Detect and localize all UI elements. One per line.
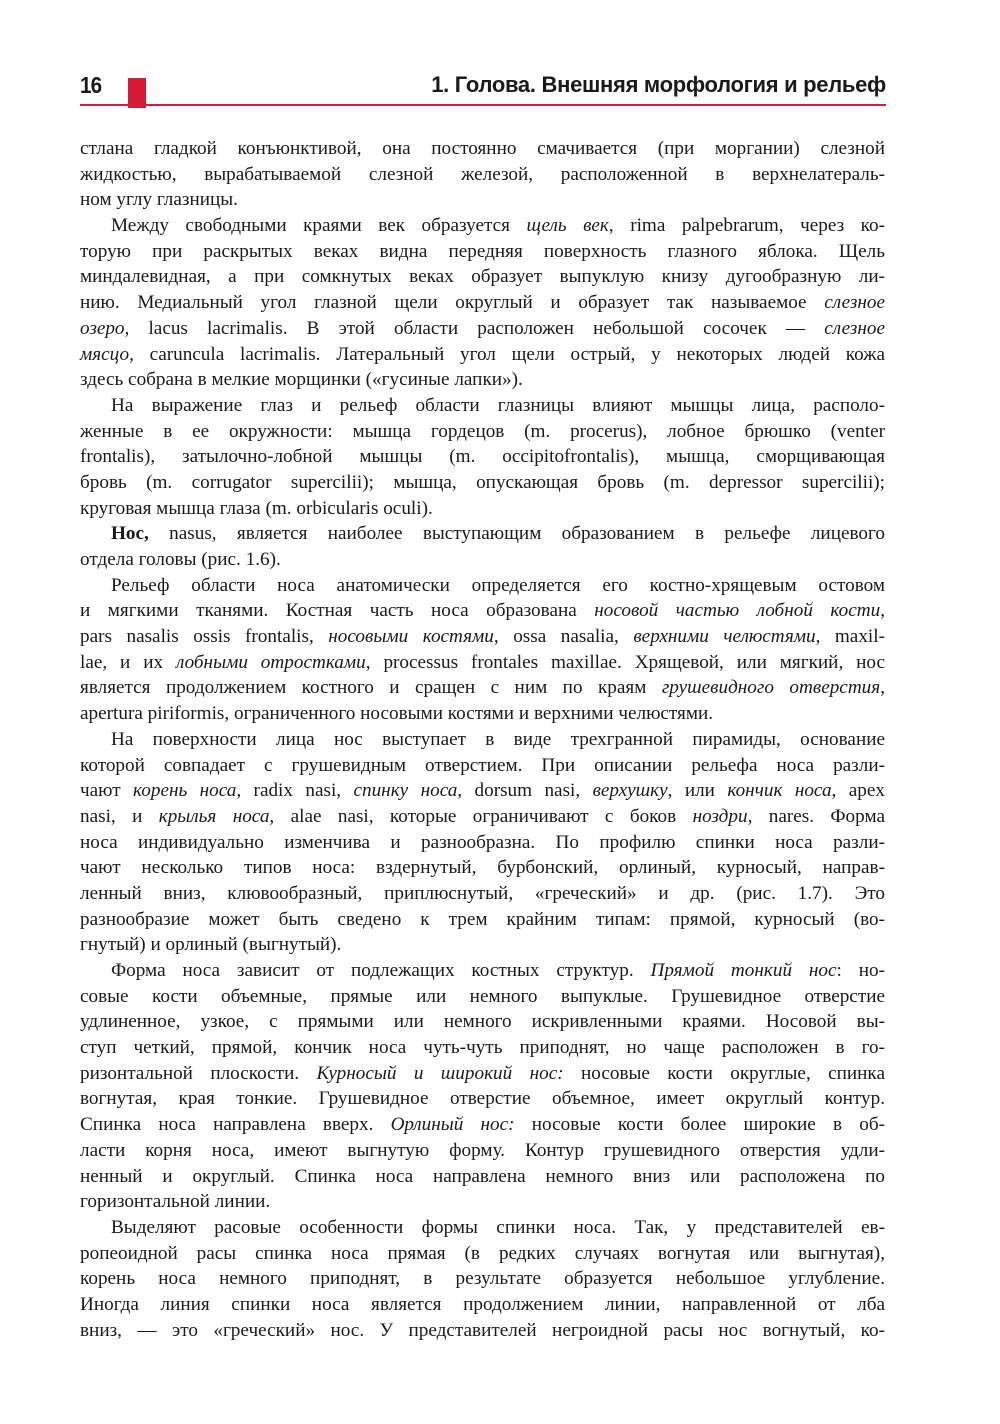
text-run: caruncula lacrimalis. Латеральный угол щели острый, у некоторых людей кожа (133, 343, 885, 365)
text-run: , apex (831, 780, 885, 802)
text-run: корень носа немного приподнят, в результате образуется небольшое углубление. (80, 1268, 885, 1290)
text-line (80, 958, 885, 984)
text-line (80, 855, 885, 881)
text-run: ступ четкий, прямой, кончик носа чуть-чуть приподнят, но чаще расположен в го- (80, 1037, 885, 1059)
text-run: , maxil- (815, 626, 885, 648)
text-line (80, 187, 885, 213)
italic-term: грушевидного отверстия (661, 677, 881, 699)
text-line (80, 136, 885, 162)
text-line (80, 778, 885, 804)
italic-term: мясцо, (80, 343, 134, 365)
text-line (80, 1164, 885, 1190)
text-run: Между свободными краями век образуется (111, 215, 527, 237)
text-run: : но- (836, 960, 885, 981)
text-line (80, 573, 885, 599)
text-run: жидкостью, вырабатываемой слезной железой, расположенной в верхнелатераль- (80, 163, 885, 185)
text-run: носа индивидуально изменчива и разнообразна. По профилю спинки носа разли- (80, 831, 885, 853)
text-run: гнутый) и орлиный (выгнутый). (80, 934, 342, 956)
text-run: ном углу глазницы. (80, 189, 238, 211)
text-line (80, 547, 885, 573)
text-line (80, 675, 885, 701)
header-rule (80, 104, 886, 106)
text-line (80, 496, 885, 522)
italic-term: кончик носа (727, 780, 832, 802)
text-run: миндалевидная, а при сомкнутых веках образует выпуклую книзу дугообразную ли- (80, 266, 885, 288)
text-line (80, 470, 885, 496)
text-run: lae, и их (80, 651, 176, 673)
text-line (80, 727, 885, 753)
text-run: разнообразие может быть сведено к трем крайним типам: прямой, курносый (во- (80, 908, 885, 930)
text-line (80, 1215, 885, 1241)
text-run: , nares. Форма (747, 805, 885, 827)
text-line (80, 701, 885, 727)
italic-term: носовыми костями (328, 626, 494, 648)
italic-term: слезное (824, 292, 885, 314)
text-run: носовые кости более широкие в об- (514, 1114, 885, 1136)
text-run: чают несколько типов носа: вздернутый, бурбонский, орлиный, курносый, направ- (80, 857, 885, 879)
italic-term: Курносый и широкий нос: (316, 1062, 564, 1084)
paragraph (80, 958, 885, 1215)
text-line (80, 239, 885, 265)
text-run: вниз, — это «греческий» нос. У представителей негроидной расы нос вогнутый, ко- (80, 1319, 885, 1341)
text-run: Рельеф области носа анатомически определяется его костно-хрящевым остовом (111, 574, 885, 596)
text-run: ласти корня носа, имеют выгнутую форму. Контур грушевидного отверстия удли- (80, 1139, 885, 1161)
text-run: отдела головы (рис. 1.6). (80, 549, 281, 570)
text-run: Спинка носа направлена вверх. (80, 1114, 391, 1136)
text-run: которой совпадает с грушевидным отверстием. При описании рельефа носа разли- (80, 754, 885, 776)
italic-term: озеро (80, 317, 125, 339)
text-run: , или (667, 780, 728, 802)
text-run: женные в ее окружности: мышца гордецов (m. procerus), лобное брюшко (venter (80, 420, 885, 442)
text-line (80, 984, 885, 1010)
text-run: , (880, 600, 886, 622)
italic-term: Прямой тонкий нос (650, 960, 837, 981)
paragraph (80, 393, 885, 521)
text-line (80, 1112, 885, 1138)
text-run: На поверхности лица нос выступает в виде трехгранной пирамиды, основание (111, 728, 885, 750)
text-line (80, 1061, 885, 1087)
text-line (80, 316, 885, 342)
text-line (80, 1189, 885, 1215)
text-run: alae nasi, которые ограничивают с боков (274, 805, 693, 827)
text-run: нию. Медиальный угол глазной щели округлый и образует так называемое (80, 292, 825, 314)
text-run: и мягкими тканями. Костная часть носа образована (80, 600, 595, 622)
text-run: здесь собрана в мелкие морщинки («гусиные лапки»). (80, 369, 523, 391)
italic-term: верхними челюстями (633, 626, 816, 648)
text-run: , processus frontales maxillae. Хрящевой, или мягкий, нос (365, 651, 885, 673)
bold-term: Нос, (111, 523, 149, 545)
text-line (80, 1318, 885, 1344)
text-run: Форма носа зависит от подлежащих костных структур. (111, 960, 651, 981)
text-run: совые кости объемные, прямые или немного выпуклые. Грушевидное отверстие (80, 985, 885, 1007)
text-line (80, 1086, 885, 1112)
text-line (80, 393, 885, 419)
text-run: чают (80, 780, 134, 802)
paragraph (80, 136, 885, 213)
text-line (80, 444, 885, 470)
text-line (80, 290, 885, 316)
text-line (80, 1035, 885, 1061)
text-line (80, 1266, 885, 1292)
italic-term: Орлиный нос: (390, 1114, 515, 1136)
text-run: nasus, является наиболее выступающим образованием в рельефе лицевого (148, 523, 885, 545)
text-run: , (880, 677, 885, 699)
italic-term: верхушку (592, 780, 668, 802)
text-line (80, 624, 885, 650)
paragraph (80, 1215, 885, 1343)
text-run: frontalis), затылочно-лобной мышцы (m. occipitofrontalis), мышца, сморщивающая (80, 446, 885, 468)
text-run: Выделяют расовые особенности формы спинки носа. Так, у представителей ев- (111, 1216, 885, 1238)
text-line (80, 907, 885, 933)
text-line (80, 419, 885, 445)
text-run: торую при раскрытых веках видна передняя поверхность глазного яблока. Щель (80, 240, 885, 262)
text-run: Иногда линия спинки носа является продолжением линии, направленной от лба (80, 1293, 885, 1315)
text-run: ропеоидной расы спинка носа прямая (в редких случаях вогнутая или выгнутая), (80, 1242, 885, 1264)
text-line (80, 1009, 885, 1035)
italic-term: слезное (824, 317, 885, 339)
page-number: 16 (80, 72, 102, 98)
text-run: ризонтальной плоскости. (80, 1062, 317, 1084)
text-line (80, 367, 885, 393)
text-line (80, 753, 885, 779)
text-run: , ossa nasalia, (493, 626, 634, 648)
text-line (80, 804, 885, 830)
text-run: удлиненное, узкое, с прямыми или немного искривленными краями. Носовой вы- (80, 1011, 885, 1033)
text-line (80, 521, 885, 547)
text-run: pars nasalis ossis frontalis, (80, 626, 329, 648)
chapter-title: 1. Голова. Внешняя морфология и рельеф (431, 72, 886, 97)
text-run: apertura piriformis, ограниченного носовыми костями и верхними челюстями. (80, 703, 714, 725)
text-line (80, 342, 885, 368)
text-run: ленный вниз, клювообразный, приплюснутый, «греческий» и др. (рис. 1.7). Это (80, 882, 885, 904)
text-run: dorsum nasi, (462, 780, 593, 802)
italic-term: лобными отростками (175, 651, 366, 673)
italic-term: корень носа, (133, 780, 242, 802)
italic-term: носовой частью лобной кости (594, 600, 881, 622)
text-run: горизонтальной линии. (80, 1191, 271, 1213)
text-line (80, 598, 885, 624)
text-line (80, 264, 885, 290)
text-run: radix nasi, (241, 780, 354, 802)
italic-term: спинку носа, (353, 780, 463, 802)
text-run: круговая мышца глаза (m. orbicularis oculi). (80, 497, 433, 519)
paragraph (80, 213, 885, 393)
text-run: является продолжением костного и сращен с ним по краям (80, 677, 662, 699)
text-line (80, 830, 885, 856)
text-run: ненный и округлый. Спинка носа направлена немного вниз или расположена по (80, 1165, 885, 1187)
text-line (80, 881, 885, 907)
text-run: стлана гладкой конъюнктивой, она постоянно смачивается (при моргании) слезной (80, 138, 885, 159)
text-line (80, 1241, 885, 1267)
text-run: , lacus lacrimalis. В этой области расположен небольшой сосочек — (124, 317, 825, 339)
text-run: nasi, и (80, 805, 159, 827)
italic-term: щель век (526, 215, 609, 237)
body-text (80, 136, 885, 1343)
text-run: вогнутая, края тонкие. Грушевидное отверстие объемное, имеет округлый контур. (80, 1088, 885, 1110)
text-run: , rima palpebrarum, через ко- (608, 215, 886, 237)
text-line (80, 1292, 885, 1318)
text-line (80, 650, 885, 676)
text-line (80, 932, 885, 958)
paragraph (80, 573, 885, 727)
text-run: носовые кости округлые, спинка (563, 1062, 885, 1084)
italic-term: ноздри (692, 805, 748, 827)
text-line (80, 162, 885, 188)
paragraph (80, 521, 885, 572)
text-run: На выражение глаз и рельеф области глазницы влияют мышцы лица, располо- (111, 394, 885, 416)
text-line (80, 213, 885, 239)
italic-term: крылья носа, (158, 805, 275, 827)
text-run: бровь (m. corrugator supercilii); мышца, опускающая бровь (m. depressor supercilii); (80, 471, 885, 493)
text-line (80, 1138, 885, 1164)
paragraph (80, 727, 885, 958)
